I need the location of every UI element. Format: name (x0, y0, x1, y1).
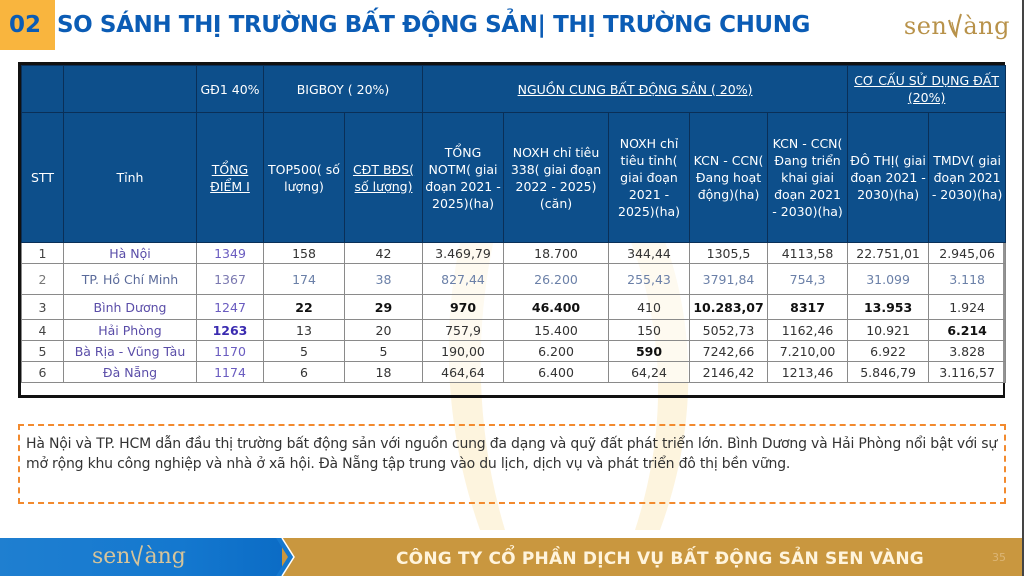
cell-tmdv: 2.945,06 (929, 243, 1006, 264)
col-header-tmdv: TMDV( giai đoạn 2021 - 2030)(ha) (929, 113, 1006, 243)
cell-noxh-tinh: 344,44 (609, 243, 690, 264)
cell-noxh-338: 26.200 (504, 264, 609, 295)
cell-cdt-bds: 5 (345, 341, 423, 362)
cell-stt: 5 (22, 341, 64, 362)
cell-noxh-338: 18.700 (504, 243, 609, 264)
cell-stt: 4 (22, 320, 64, 341)
group-header-empty-tinh (64, 66, 197, 113)
cell-noxh-tinh: 410 (609, 295, 690, 320)
market-comparison-table (18, 62, 1005, 398)
group-header-empty-stt (22, 66, 64, 113)
cell-kcn-hoat-dong: 1305,5 (690, 243, 768, 264)
footer-logo-text-right: àng (144, 544, 186, 569)
table-row (22, 362, 1006, 383)
group-header-row (22, 66, 1006, 113)
cell-cdt-bds: 20 (345, 320, 423, 341)
group-header-co-cau[interactable] (848, 66, 1006, 113)
page-number: 35 (992, 551, 1006, 564)
cell-top500: 5 (264, 341, 345, 362)
table-row (22, 264, 1006, 295)
col-header-kcn-trien-khai: KCN - CCN( Đang triển khai giai đoạn 2021 - 2030)(ha) (768, 113, 848, 243)
col-header-stt: STT (22, 113, 64, 243)
cell-top500: 22 (264, 295, 345, 320)
cell-kcn-trien-khai: 4113,58 (768, 243, 848, 264)
col-header-do-thi: ĐÔ THỊ( giai đoạn 2021 - 2030)(ha) (848, 113, 929, 243)
table-row (22, 341, 1006, 362)
group-header-nguon-cung[interactable] (423, 66, 848, 113)
cell-do-thi: 31.099 (848, 264, 929, 295)
cell-noxh-338: 15.400 (504, 320, 609, 341)
cell-kcn-trien-khai: 1162,46 (768, 320, 848, 341)
cell-tmdv: 3.118 (929, 264, 1006, 295)
cell-do-thi: 22.751,01 (848, 243, 929, 264)
cell-tong-notm: 757,9 (423, 320, 504, 341)
col-header-top500: TOP500( số lượng) (264, 113, 345, 243)
cell-kcn-hoat-dong: 2146,42 (690, 362, 768, 383)
cell-stt: 1 (22, 243, 64, 264)
cell-kcn-hoat-dong: 7242,66 (690, 341, 768, 362)
col-header-tinh: Tỉnh (64, 113, 197, 243)
cell-noxh-tinh: 64,24 (609, 362, 690, 383)
page-title: SO SÁNH THỊ TRƯỜNG BẤT ĐỘNG SẢN| THỊ TRƯỜNG CHUNG (57, 12, 811, 38)
cell-noxh-tinh: 150 (609, 320, 690, 341)
cdt-bds-link[interactable]: CĐT BĐS( số lượng) (352, 161, 415, 194)
cell-tong-notm: 970 (423, 295, 504, 320)
column-header-row (22, 113, 1006, 243)
cell-kcn-trien-khai: 754,3 (768, 264, 848, 295)
cell-do-thi: 5.846,79 (848, 362, 929, 383)
cell-stt: 6 (22, 362, 64, 383)
cell-tong-diem: 1367 (197, 264, 264, 295)
cell-kcn-trien-khai: 1213,46 (768, 362, 848, 383)
section-number: 02 (0, 0, 55, 50)
co-cau-link[interactable]: CƠ CẤU SỬ DỤNG ĐẤT (20%) (854, 73, 999, 105)
col-header-cdt-bds[interactable] (345, 113, 423, 243)
cell-tong-notm: 464,64 (423, 362, 504, 383)
cell-tinh: Đà Nẵng (64, 362, 197, 383)
cell-cdt-bds: 29 (345, 295, 423, 320)
col-header-tong-notm: TỔNG NOTM( giai đoạn 2021 - 2025)(ha) (423, 113, 504, 243)
cell-tong-notm: 827,44 (423, 264, 504, 295)
cell-top500: 174 (264, 264, 345, 295)
cell-noxh-338: 46.400 (504, 295, 609, 320)
cell-do-thi: 6.922 (848, 341, 929, 362)
cell-tinh: Bà Rịa - Vũng Tàu (64, 341, 197, 362)
cell-top500: 13 (264, 320, 345, 341)
tong-diem-link[interactable]: TỔNG ĐIỂM I (210, 161, 250, 194)
cell-noxh-338: 6.200 (504, 341, 609, 362)
col-header-noxh-tinh: NOXH chỉ tiêu tỉnh( giai đoạn 2021 - 2025)(ha) (609, 113, 690, 243)
nguon-cung-link[interactable]: NGUỒN CUNG BẤT ĐỘNG SẢN ( 20%) (517, 81, 753, 97)
cell-tmdv: 3.116,57 (929, 362, 1006, 383)
cell-tinh: Bình Dương (64, 295, 197, 320)
cell-tmdv: 1.924 (929, 295, 1006, 320)
cell-tmdv: 3.828 (929, 341, 1006, 362)
table-row (22, 295, 1006, 320)
cell-do-thi: 13.953 (848, 295, 929, 320)
cell-cdt-bds: 38 (345, 264, 423, 295)
cell-tinh: TP. Hồ Chí Minh (64, 264, 197, 295)
logo-text-right: àng (963, 12, 1010, 40)
cell-tong-diem: 1263 (197, 320, 264, 341)
cell-kcn-hoat-dong: 5052,73 (690, 320, 768, 341)
cell-tmdv: 6.214 (929, 320, 1006, 341)
cell-tong-diem: 1170 (197, 341, 264, 362)
cell-cdt-bds: 18 (345, 362, 423, 383)
cell-stt: 2 (22, 264, 64, 295)
group-header-bigboy: BIGBOY ( 20%) (264, 66, 423, 113)
footer-lotus-v-icon (130, 541, 144, 573)
col-header-noxh-338: NOXH chỉ tiêu 338( giai đoạn 2022 - 2025)(căn) (504, 113, 609, 243)
cell-kcn-hoat-dong: 3791,84 (690, 264, 768, 295)
cell-kcn-hoat-dong: 10.283,07 (690, 295, 768, 320)
cell-do-thi: 10.921 (848, 320, 929, 341)
cell-tinh: Hải Phòng (64, 320, 197, 341)
slide-header (0, 0, 1024, 50)
group-header-gd1: GĐ1 40% (197, 66, 264, 113)
cell-noxh-tinh: 590 (609, 341, 690, 362)
cell-kcn-trien-khai: 7.210,00 (768, 341, 848, 362)
table-row (22, 243, 1006, 264)
footer-logo-text-left: sen (92, 544, 131, 569)
footer-chevron-divider (276, 538, 300, 576)
cell-tong-notm: 190,00 (423, 341, 504, 362)
cell-top500: 158 (264, 243, 345, 264)
col-header-kcn-hoat-dong: KCN - CCN( Đang hoạt động)(ha) (690, 113, 768, 243)
cell-noxh-tinh: 255,43 (609, 264, 690, 295)
cell-tinh: Hà Nội (64, 243, 197, 264)
logo-text-left: sen (903, 12, 948, 40)
lotus-v-icon (947, 8, 963, 44)
cell-tong-diem: 1174 (197, 362, 264, 383)
company-logo (904, 8, 1010, 44)
summary-note: Hà Nội và TP. HCM dẫn đầu thị trường bất động sản với nguồn cung đa dạng và quỹ đất phát triển lớn. Bình Dương và Hải Phòng nổi bật với sự mở rộng khu công nghiệp và nhà ở xã hội. Đà Nẵng tập trung vào du lịch, dịch vụ và phát triển đô thị bền vững. (18, 424, 1006, 504)
cell-cdt-bds: 42 (345, 243, 423, 264)
cell-tong-diem: 1247 (197, 295, 264, 320)
footer-logo (92, 541, 186, 573)
cell-tong-notm: 3.469,79 (423, 243, 504, 264)
cell-stt: 3 (22, 295, 64, 320)
company-name: CÔNG TY CỔ PHẦN DỊCH VỤ BẤT ĐỘNG SẢN SEN VÀNG (396, 549, 924, 569)
table-row (22, 320, 1006, 341)
cell-top500: 6 (264, 362, 345, 383)
cell-tong-diem: 1349 (197, 243, 264, 264)
cell-kcn-trien-khai: 8317 (768, 295, 848, 320)
cell-noxh-338: 6.400 (504, 362, 609, 383)
slide-footer (0, 538, 1022, 576)
col-header-tong-diem[interactable] (197, 113, 264, 243)
